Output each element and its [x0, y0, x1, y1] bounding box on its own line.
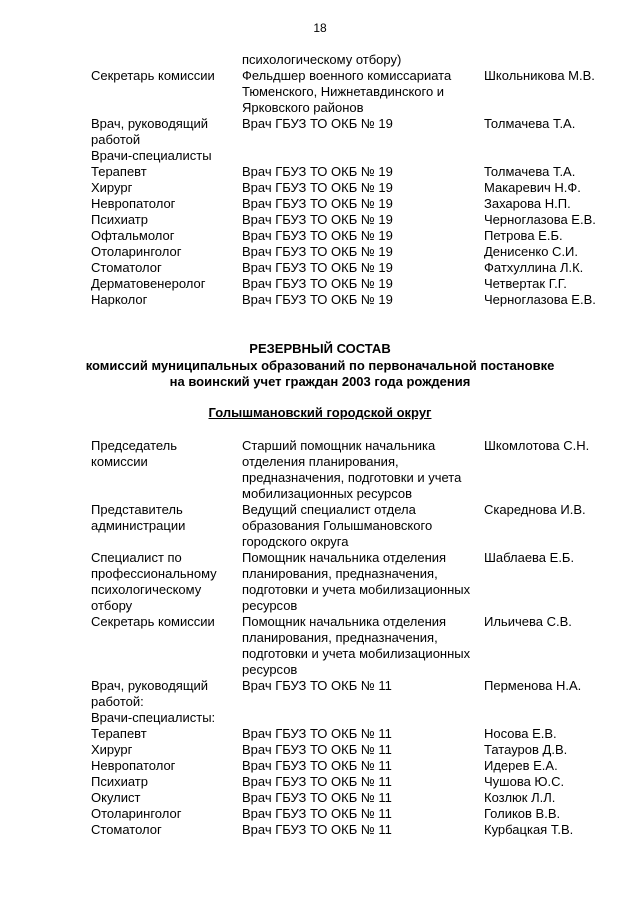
table-row [0, 438, 640, 502]
name-cell: Толмачева Т.А. [484, 116, 576, 131]
reserve-subtitle-line2: на воинский учет граждан 2003 года рождения [169, 374, 471, 389]
role-cell: Врач, руководящий работой: Врачи-специалисты: [91, 678, 216, 725]
role-cell: Хирург [91, 742, 133, 757]
name-cell: Шкомлотова С.Н. [484, 438, 590, 453]
table-row [0, 822, 640, 838]
position-cell: Врач ГБУЗ ТО ОКБ № 11 [242, 726, 392, 741]
table-row [0, 550, 640, 614]
table-row [0, 678, 640, 726]
name-cell: Школьникова М.В. [484, 68, 595, 83]
name-cell: Фатхуллина Л.К. [484, 260, 584, 275]
name-cell: Курбацкая Т.В. [484, 822, 574, 837]
position-cell: Врач ГБУЗ ТО ОКБ № 11 [242, 742, 392, 757]
name-cell [484, 52, 640, 68]
name-cell: Козлюк Л.Л. [484, 790, 556, 805]
table-row [0, 774, 640, 790]
role-cell: Офтальмолог [91, 228, 175, 243]
name-cell: Голиков В.В. [484, 806, 561, 821]
role-cell: Председатель комиссии [91, 438, 178, 469]
position-cell: Помощник начальника отделения планирования, предназначения, подготовки и учета мобилизационных ресурсов [242, 614, 471, 677]
position-cell: Врач ГБУЗ ТО ОКБ № 19 [242, 244, 393, 259]
position-cell: Врач ГБУЗ ТО ОКБ № 11 [242, 790, 392, 805]
role-cell: Стоматолог [91, 260, 162, 275]
continuation-row [0, 52, 640, 68]
table-row [0, 726, 640, 742]
table-row [0, 212, 640, 228]
position-cell: Врач ГБУЗ ТО ОКБ № 11 [242, 678, 392, 693]
position-cell: Врач ГБУЗ ТО ОКБ № 19 [242, 116, 393, 131]
role-cell: Терапевт [91, 164, 147, 179]
table-row [0, 244, 640, 260]
name-cell: Перменова Н.А. [484, 678, 582, 693]
name-cell: Толмачева Т.А. [484, 164, 576, 179]
name-cell: Четвертак Г.Г. [484, 276, 567, 291]
position-cell: психологическому отбору) [242, 52, 402, 67]
table-row [0, 614, 640, 678]
name-cell: Шаблаева Е.Б. [484, 550, 575, 565]
role-cell: Психиатр [91, 774, 148, 789]
name-cell: Захарова Н.П. [484, 196, 571, 211]
position-cell: Врач ГБУЗ ТО ОКБ № 11 [242, 806, 392, 821]
table-row [0, 260, 640, 276]
name-cell: Носова Е.В. [484, 726, 557, 741]
position-cell: Врач ГБУЗ ТО ОКБ № 19 [242, 276, 393, 291]
position-cell: Врач ГБУЗ ТО ОКБ № 19 [242, 180, 393, 195]
position-cell: Врач ГБУЗ ТО ОКБ № 11 [242, 774, 392, 789]
table-row [0, 228, 640, 244]
top-table [0, 52, 640, 308]
table-row [0, 292, 640, 308]
name-cell: Денисенко С.И. [484, 244, 579, 259]
position-cell: Врач ГБУЗ ТО ОКБ № 19 [242, 228, 393, 243]
table-row [0, 502, 640, 550]
role-cell [0, 52, 242, 68]
name-cell: Татауров Д.В. [484, 742, 568, 757]
table-row [0, 196, 640, 212]
position-cell: Врач ГБУЗ ТО ОКБ № 19 [242, 260, 393, 275]
table-row [0, 742, 640, 758]
role-cell: Специалист по профессиональному психологическому отбору [91, 550, 217, 613]
table-row [0, 276, 640, 292]
table-row [0, 68, 640, 116]
role-cell: Секретарь комиссии [91, 614, 215, 629]
table-row [0, 758, 640, 774]
district-heading: Голышмановский городской округ [208, 405, 432, 420]
role-cell: Стоматолог [91, 822, 162, 837]
role-cell: Нарколог [91, 292, 148, 307]
name-cell: Скареднова И.В. [484, 502, 586, 517]
page-number: 18 [313, 21, 327, 35]
position-cell: Старший помощник начальника отделения планирования, предназначения, подготовки и учета мобилизационных ресурсов [242, 438, 462, 501]
name-cell: Петрова Е.Б. [484, 228, 563, 243]
name-cell: Черноглазова Е.В. [484, 212, 596, 227]
role-cell: Психиатр [91, 212, 148, 227]
position-cell: Врач ГБУЗ ТО ОКБ № 19 [242, 196, 393, 211]
table-row [0, 180, 640, 196]
role-cell: Представитель администрации [91, 502, 186, 533]
role-cell: Хирург [91, 180, 133, 195]
role-cell: Невропатолог [91, 758, 176, 773]
name-cell: Макаревич Н.Ф. [484, 180, 581, 195]
name-cell: Чушова Ю.С. [484, 774, 565, 789]
role-cell: Терапевт [91, 726, 147, 741]
reserve-subtitle-line1: комиссий муниципальных образований по первоначальной постановке [85, 358, 555, 373]
reserve-title: РЕЗЕРВНЫЙ СОСТАВ [249, 341, 391, 356]
position-cell: Врач ГБУЗ ТО ОКБ № 19 [242, 212, 393, 227]
name-cell: Черноглазова Е.В. [484, 292, 596, 307]
table-row [0, 116, 640, 164]
role-cell: Секретарь комиссии [91, 68, 215, 83]
position-cell: Фельдшер военного комиссариата Тюменского, Нижнетавдинского и Ярковского районов [242, 68, 452, 115]
top-rows [0, 68, 640, 308]
role-cell: Отоларинголог [91, 244, 182, 259]
position-cell: Врач ГБУЗ ТО ОКБ № 19 [242, 164, 393, 179]
position-cell: Помощник начальника отделения планирования, предназначения, подготовки и учета мобилизационных ресурсов [242, 550, 471, 613]
table-row [0, 806, 640, 822]
position-cell: Врач ГБУЗ ТО ОКБ № 11 [242, 822, 392, 837]
role-cell: Отоларинголог [91, 806, 182, 821]
position-cell: Врач ГБУЗ ТО ОКБ № 19 [242, 292, 393, 307]
position-cell: Ведущий специалист отдела образования Голышмановского городского округа [242, 502, 433, 549]
role-cell: Дерматовенеролог [91, 276, 206, 291]
table-row [0, 164, 640, 180]
name-cell: Ильичева С.В. [484, 614, 572, 629]
table-row [0, 790, 640, 806]
role-cell: Окулист [91, 790, 141, 805]
role-cell: Врач, руководящий работой Врачи-специалисты [91, 116, 212, 163]
reserve-rows [0, 438, 640, 838]
name-cell: Идерев Е.А. [484, 758, 558, 773]
position-cell: Врач ГБУЗ ТО ОКБ № 11 [242, 758, 392, 773]
reserve-table [0, 438, 640, 838]
role-cell: Невропатолог [91, 196, 176, 211]
